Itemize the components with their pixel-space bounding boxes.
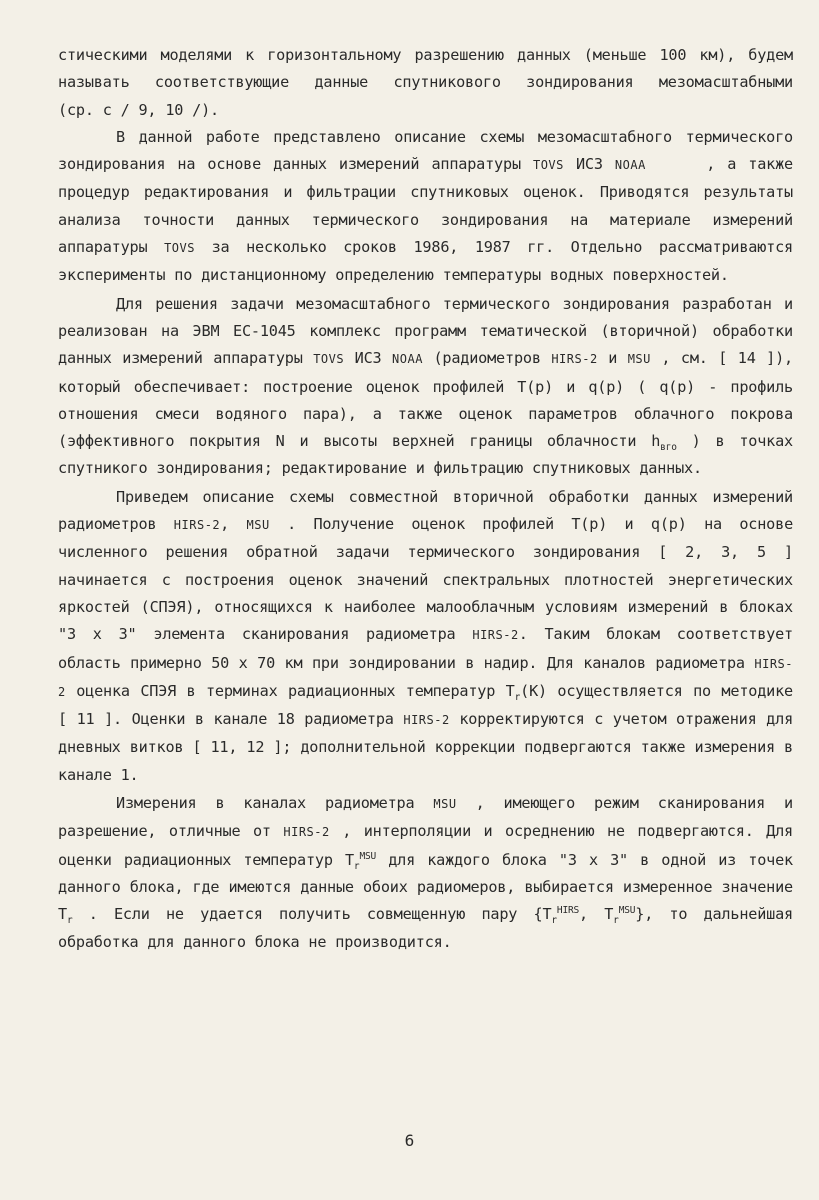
paragraph-continuation: стическими моделями к горизонтальному разрешению данных (меньше 100 км), будем называть соответствующие данные спутникового зондирования мезомасштабными (ср. с / 9, 10 /). — [58, 46, 793, 119]
paragraph: Приведем описание схемы совместной вторичной обработки данных измерений радиометров HIRS-2, MSU . Получение оценок профилей T(p) и q(p) на основе численного решения обратной задачи термического зондирования [ 2, 3, 5 ] начинается с построения оценок значений спектральных плотностей энергетических яркостей (СПЭЯ), относящихся к наиболее малооблачным условиям измерений в блоках "3 х 3" элемента сканирования радиометра HIRS-2. Таким блокам соответствует область примерно 50 х 70 км при зондировании в надир. Для каналов радиометра HIRS-2 оценка СПЭЯ в терминах радиационных температур $T_r(K)$ осуществляется по методике [ 11 ]. Оценки в канале 18 радиометра HIRS-2 корректируются с учетом отражения для дневных витков [ 11, 12 ]; дополнительной коррекции подвергаются также измерения в канале 1. — [58, 487, 794, 784]
body-text — [58, 42, 793, 956]
paragraph: В данной работе представлено описание схемы мезомасштабного термического зондирования на основе данных измерений аппаратуры TOVS ИСЗ NOAA , а также процедур редактирования и фильтрации спутниковых оценок. Приводятся результаты анализа точности данных термического зондирования на материале измерений аппаратуры TOVS за несколько сроков 1986, 1987 гг. Отдельно рассматриваются эксперименты по дистанционному определению температуры водных поверхностей. — [58, 127, 793, 285]
page-number: 6 — [404, 1131, 415, 1150]
paragraph: Измерения в каналах радиометра MSU , имеющего режим сканирования и разрешение, отличные от HIRS-2 , интерполяции и осреднению не подвергаются. Для оценки радиационных температур $T_r^{MSU}$ для каждого блока "3 х 3" в одной из точек данного блока, где имеются данные обоих радиомеров, выбирается измеренное значение $T_r$ . Если не удается получить совмещенную пару {$T_r^{HIRS}$, $T_r^{MSU}$}, то дальнейшая обработка для данного блока не производится. — [58, 794, 793, 951]
paragraph: Для решения задачи мезомасштабного термического зондирования разработан и реализован на ЭВМ ЕС-1045 комплекс программ тематической (вторичной) обработки данных измерений аппаратуры TOVS ИСЗ NOAA (радиометров HIRS-2 и MSU , см. [ 14 ]), который обеспечивает: построение оценок профилей T(p) и q(p) ( q(p) - профиль отношения смеси водяного пара), а также оценок параметров облачного покрова (эффективного покрытия N и высоты верхней границы облачности $h_{вго}$ ) в точках спутникого зондирования; редактирование и фильтрацию спутниковых данных. — [58, 294, 793, 478]
